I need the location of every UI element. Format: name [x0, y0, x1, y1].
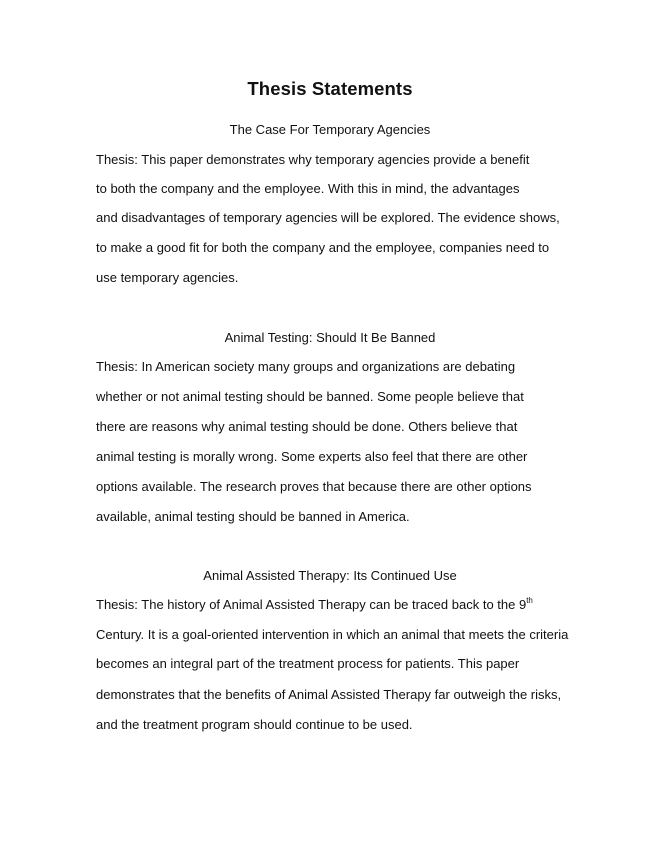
section-heading-animal-testing: Animal Testing: Should It Be Banned — [224, 330, 436, 345]
paragraph-line: use temporary agencies. — [96, 270, 239, 285]
paragraph-line: and disadvantages of temporary agencies will be explored. The evidence shows, — [96, 210, 560, 225]
section-heading-animal-assisted-therapy: Animal Assisted Therapy: Its Continued Use — [203, 568, 457, 583]
paragraph-line: Century. It is a goal-oriented intervention in which an animal that meets the criteria — [96, 627, 569, 642]
paragraph-line: demonstrates that the benefits of Animal Assisted Therapy far outweigh the risks, — [96, 687, 562, 702]
ordinal-superscript: th — [526, 596, 533, 605]
paragraph-line: Thesis: In American society many groups and organizations are debating — [96, 359, 516, 374]
paragraph-line: there are reasons why animal testing should be done. Others believe that — [96, 419, 518, 434]
paragraph-line: and the treatment program should continue to be used. — [96, 717, 413, 732]
paragraph-line: whether or not animal testing should be banned. Some people believe that — [96, 389, 524, 404]
paragraph-line — [96, 597, 533, 613]
paragraph-line-text: Thesis: The history of Animal Assisted Therapy can be traced back to the 9 — [96, 597, 527, 612]
section-heading-temporary-agencies: The Case For Temporary Agencies — [229, 122, 431, 137]
paragraph-line: animal testing is morally wrong. Some experts also feel that there are other — [96, 449, 528, 464]
paragraph-line: available, animal testing should be banned in America. — [96, 509, 410, 524]
paragraph-line: options available. The research proves that because there are other options — [96, 479, 532, 494]
paragraph-line: to make a good fit for both the company and the employee, companies need to — [96, 240, 550, 255]
page-title: Thesis Statements — [247, 78, 413, 99]
paragraph-line: Thesis: This paper demonstrates why temporary agencies provide a benefit — [96, 152, 530, 167]
paragraph-line: to both the company and the employee. With this in mind, the advantages — [96, 181, 520, 196]
paragraph-line: becomes an integral part of the treatment process for patients. This paper — [96, 656, 520, 671]
